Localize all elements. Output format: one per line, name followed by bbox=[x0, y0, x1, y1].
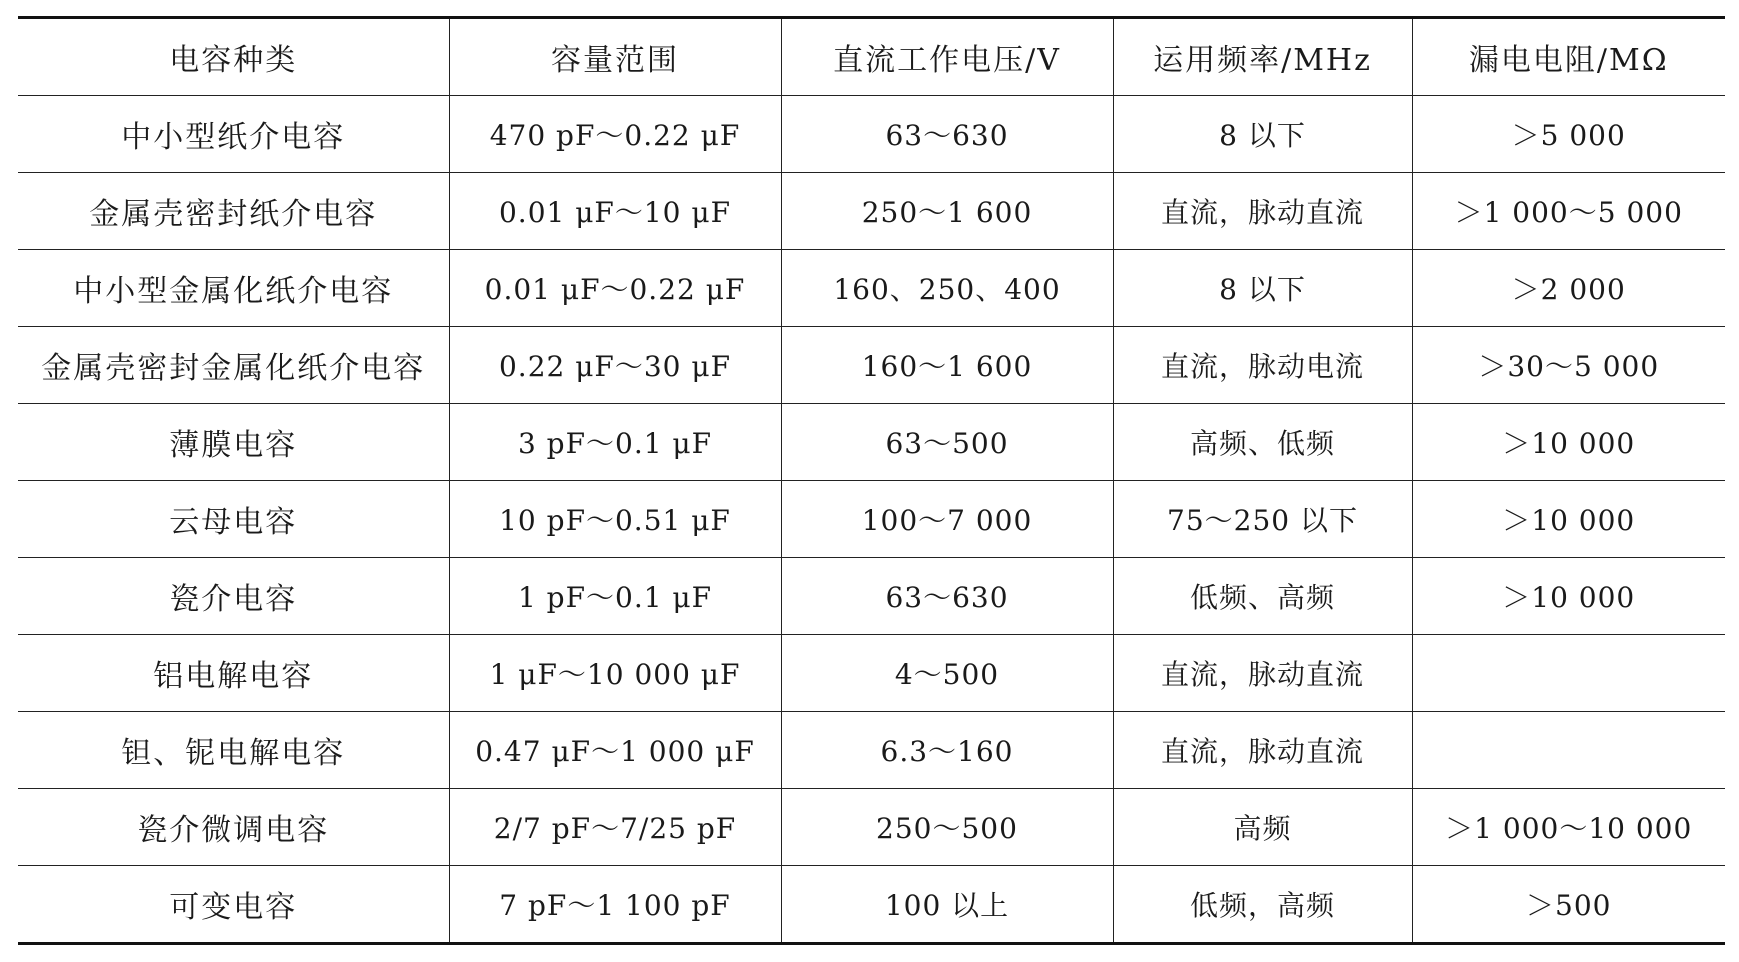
cell-voltage: 160、250、400 bbox=[781, 250, 1113, 327]
cell-type: 中小型金属化纸介电容 bbox=[18, 250, 449, 327]
cell-type: 云母电容 bbox=[18, 481, 449, 558]
cell-frequency: 75～250 以下 bbox=[1113, 481, 1412, 558]
table-row bbox=[18, 96, 1725, 173]
cell-frequency: 低频、高频 bbox=[1113, 558, 1412, 635]
cell-type: 金属壳密封纸介电容 bbox=[18, 173, 449, 250]
table-row bbox=[18, 789, 1725, 866]
cell-type: 瓷介电容 bbox=[18, 558, 449, 635]
capacitor-spec-table bbox=[18, 16, 1725, 945]
cell-frequency: 低频，高频 bbox=[1113, 866, 1412, 944]
cell-capacity: 2/7 pF～7/25 pF bbox=[449, 789, 781, 866]
cell-voltage: 63～630 bbox=[781, 558, 1113, 635]
cell-leakage: ＞5 000 bbox=[1412, 96, 1725, 173]
header-dc-voltage: 直流工作电压/V bbox=[781, 18, 1113, 96]
cell-frequency: 直流，脉动直流 bbox=[1113, 712, 1412, 789]
table-row bbox=[18, 558, 1725, 635]
cell-type: 可变电容 bbox=[18, 866, 449, 944]
cell-voltage: 100～7 000 bbox=[781, 481, 1113, 558]
cell-capacity: 470 pF～0.22 μF bbox=[449, 96, 781, 173]
cell-capacity: 0.22 μF～30 μF bbox=[449, 327, 781, 404]
cell-voltage: 100 以上 bbox=[781, 866, 1113, 944]
table-row bbox=[18, 327, 1725, 404]
table-row bbox=[18, 250, 1725, 327]
cell-type: 金属壳密封金属化纸介电容 bbox=[18, 327, 449, 404]
cell-capacity: 1 pF～0.1 μF bbox=[449, 558, 781, 635]
table-row bbox=[18, 481, 1725, 558]
cell-frequency: 直流，脉动直流 bbox=[1113, 173, 1412, 250]
cell-voltage: 63～630 bbox=[781, 96, 1113, 173]
cell-type: 铝电解电容 bbox=[18, 635, 449, 712]
table-header-row bbox=[18, 18, 1725, 96]
cell-leakage: ＞10 000 bbox=[1412, 404, 1725, 481]
cell-leakage: ＞10 000 bbox=[1412, 481, 1725, 558]
table-row bbox=[18, 404, 1725, 481]
cell-type: 中小型纸介电容 bbox=[18, 96, 449, 173]
cell-leakage: ＞1 000～5 000 bbox=[1412, 173, 1725, 250]
table-row bbox=[18, 635, 1725, 712]
cell-frequency: 直流，脉动电流 bbox=[1113, 327, 1412, 404]
cell-voltage: 4～500 bbox=[781, 635, 1113, 712]
header-capacity-range: 容量范围 bbox=[449, 18, 781, 96]
cell-leakage: ＞2 000 bbox=[1412, 250, 1725, 327]
capacitor-table-container bbox=[18, 16, 1725, 945]
cell-leakage: ＞10 000 bbox=[1412, 558, 1725, 635]
header-leakage-resistance: 漏电电阻/MΩ bbox=[1412, 18, 1725, 96]
cell-leakage bbox=[1412, 712, 1725, 789]
table-row bbox=[18, 173, 1725, 250]
cell-voltage: 160～1 600 bbox=[781, 327, 1113, 404]
cell-type: 瓷介微调电容 bbox=[18, 789, 449, 866]
cell-frequency: 8 以下 bbox=[1113, 96, 1412, 173]
cell-type: 薄膜电容 bbox=[18, 404, 449, 481]
cell-capacity: 7 pF～1 100 pF bbox=[449, 866, 781, 944]
cell-leakage bbox=[1412, 635, 1725, 712]
cell-capacity: 0.01 μF～0.22 μF bbox=[449, 250, 781, 327]
cell-voltage: 250～500 bbox=[781, 789, 1113, 866]
cell-leakage: ＞500 bbox=[1412, 866, 1725, 944]
header-frequency: 运用频率/MHz bbox=[1113, 18, 1412, 96]
cell-frequency: 直流，脉动直流 bbox=[1113, 635, 1412, 712]
cell-frequency: 高频 bbox=[1113, 789, 1412, 866]
cell-capacity: 10 pF～0.51 μF bbox=[449, 481, 781, 558]
cell-leakage: ＞1 000～10 000 bbox=[1412, 789, 1725, 866]
table-row bbox=[18, 712, 1725, 789]
table-row bbox=[18, 866, 1725, 944]
cell-voltage: 6.3～160 bbox=[781, 712, 1113, 789]
cell-capacity: 1 μF～10 000 μF bbox=[449, 635, 781, 712]
cell-capacity: 3 pF～0.1 μF bbox=[449, 404, 781, 481]
cell-capacity: 0.47 μF～1 000 μF bbox=[449, 712, 781, 789]
cell-frequency: 8 以下 bbox=[1113, 250, 1412, 327]
cell-leakage: ＞30～5 000 bbox=[1412, 327, 1725, 404]
cell-voltage: 250～1 600 bbox=[781, 173, 1113, 250]
cell-type: 钽、铌电解电容 bbox=[18, 712, 449, 789]
header-capacitor-type: 电容种类 bbox=[18, 18, 449, 96]
cell-capacity: 0.01 μF～10 μF bbox=[449, 173, 781, 250]
cell-frequency: 高频、低频 bbox=[1113, 404, 1412, 481]
cell-voltage: 63～500 bbox=[781, 404, 1113, 481]
